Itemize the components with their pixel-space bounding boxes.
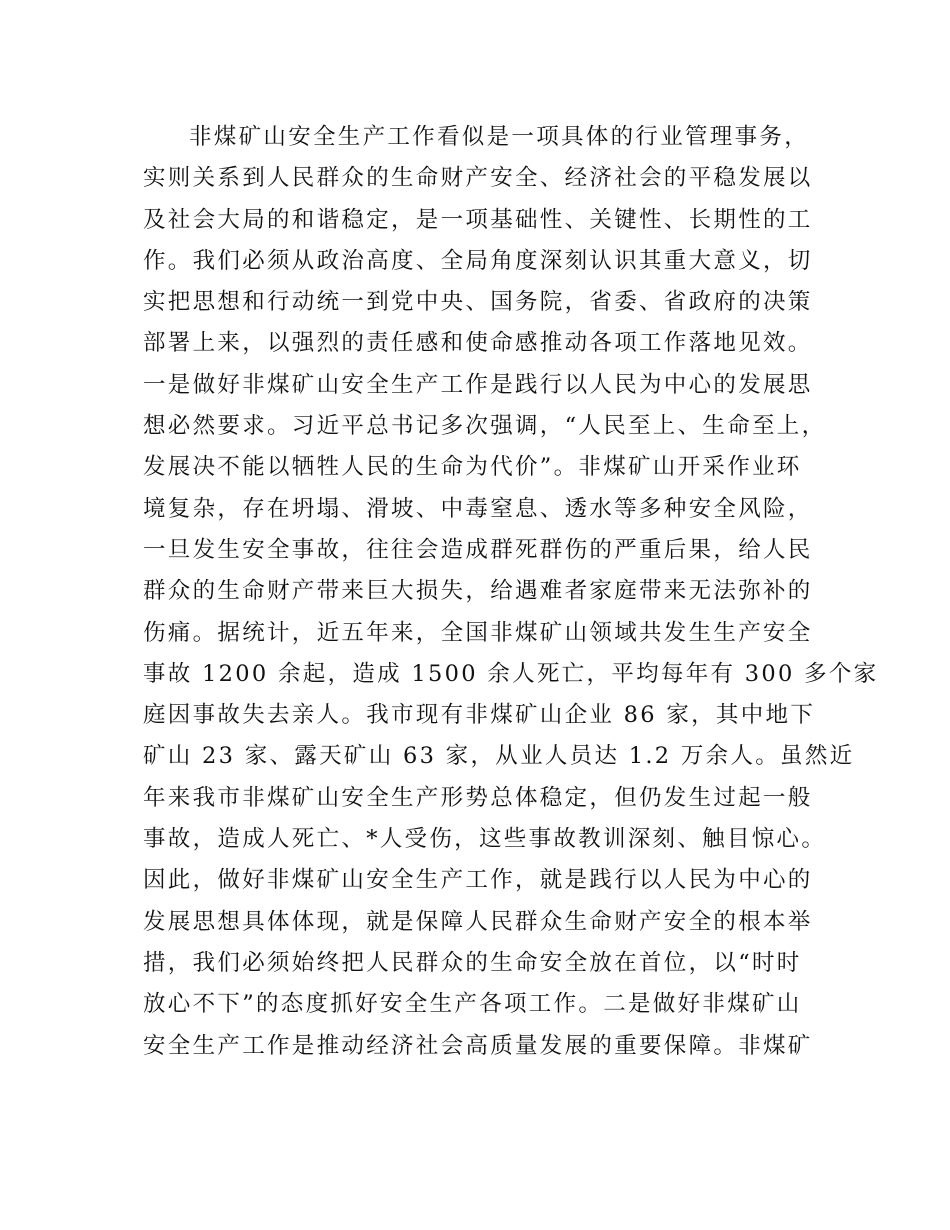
text-line: 伤痛。据统计，近五年来，全国非煤矿山领域共发生生产安全 bbox=[143, 619, 813, 646]
text-line: 因此，做好非煤矿山安全生产工作，就是践行以人民为中心的 bbox=[143, 867, 813, 894]
text-line: 放心不下”的态度抓好安全生产各项工作。二是做好非煤矿山 bbox=[143, 991, 802, 1018]
text-line: 部署上来，以强烈的责任感和使命感推动各项工作落地见效。 bbox=[143, 330, 813, 357]
text-line: 发展思想具体体现，就是保障人民群众生命财产安全的根本举 bbox=[143, 908, 813, 935]
text-line: 非煤矿山安全生产工作看似是一项具体的行业管理事务， bbox=[189, 124, 810, 150]
text-line: 一旦发生安全事故，往往会造成群死群伤的严重后果，给人民 bbox=[143, 536, 813, 563]
text-line: 境复杂，存在坍塌、滑坡、中毒窒息、透水等多种安全风险， bbox=[143, 495, 813, 522]
text-line: 及社会大局的和谐稳定，是一项基础性、关键性、长期性的工 bbox=[143, 206, 813, 233]
text-line: 年来我市非煤矿山安全生产形势总体稳定，但仍发生过起一般 bbox=[143, 784, 813, 811]
text-line: 发展决不能以牺牲人民的生命为代价”。非煤矿山开采作业环 bbox=[143, 454, 802, 481]
text-line: 事故，造成人死亡、*人受伤，这些事故教训深刻、触目惊心。 bbox=[143, 826, 827, 853]
text-line: 群众的生命财产带来巨大损失，给遇难者家庭带来无法弥补的 bbox=[143, 578, 813, 605]
text-line: 想必然要求。习近平总书记多次强调，“人民至上、生命至上， bbox=[143, 413, 827, 440]
text-line: 一是做好非煤矿山安全生产工作是践行以人民为中心的发展思 bbox=[143, 371, 813, 398]
text-line: 安全生产工作是推动经济社会高质量发展的重要保障。非煤矿 bbox=[143, 1032, 813, 1059]
text-line: 实把思想和行动统一到党中央、国务院，省委、省政府的决策 bbox=[143, 289, 813, 316]
body-text bbox=[143, 117, 879, 1067]
text-line: 作。我们必须从政治高度、全局角度深刻认识其重大意义，切 bbox=[143, 247, 813, 274]
text-line: 事故 1200 余起，造成 1500 余人死亡，平均每年有 300 多个家 bbox=[143, 660, 879, 687]
text-line: 矿山 23 家、露天矿山 63 家，从业人员达 1.2 万余人。虽然近 bbox=[143, 743, 855, 770]
text-line: 庭因事故失去亲人。我市现有非煤矿山企业 86 家，其中地下 bbox=[143, 702, 816, 729]
text-line: 措，我们必须始终把人民群众的生命安全放在首位，以“时时 bbox=[143, 949, 802, 976]
text-line: 实则关系到人民群众的生命财产安全、经济社会的平稳发展以 bbox=[143, 165, 813, 192]
